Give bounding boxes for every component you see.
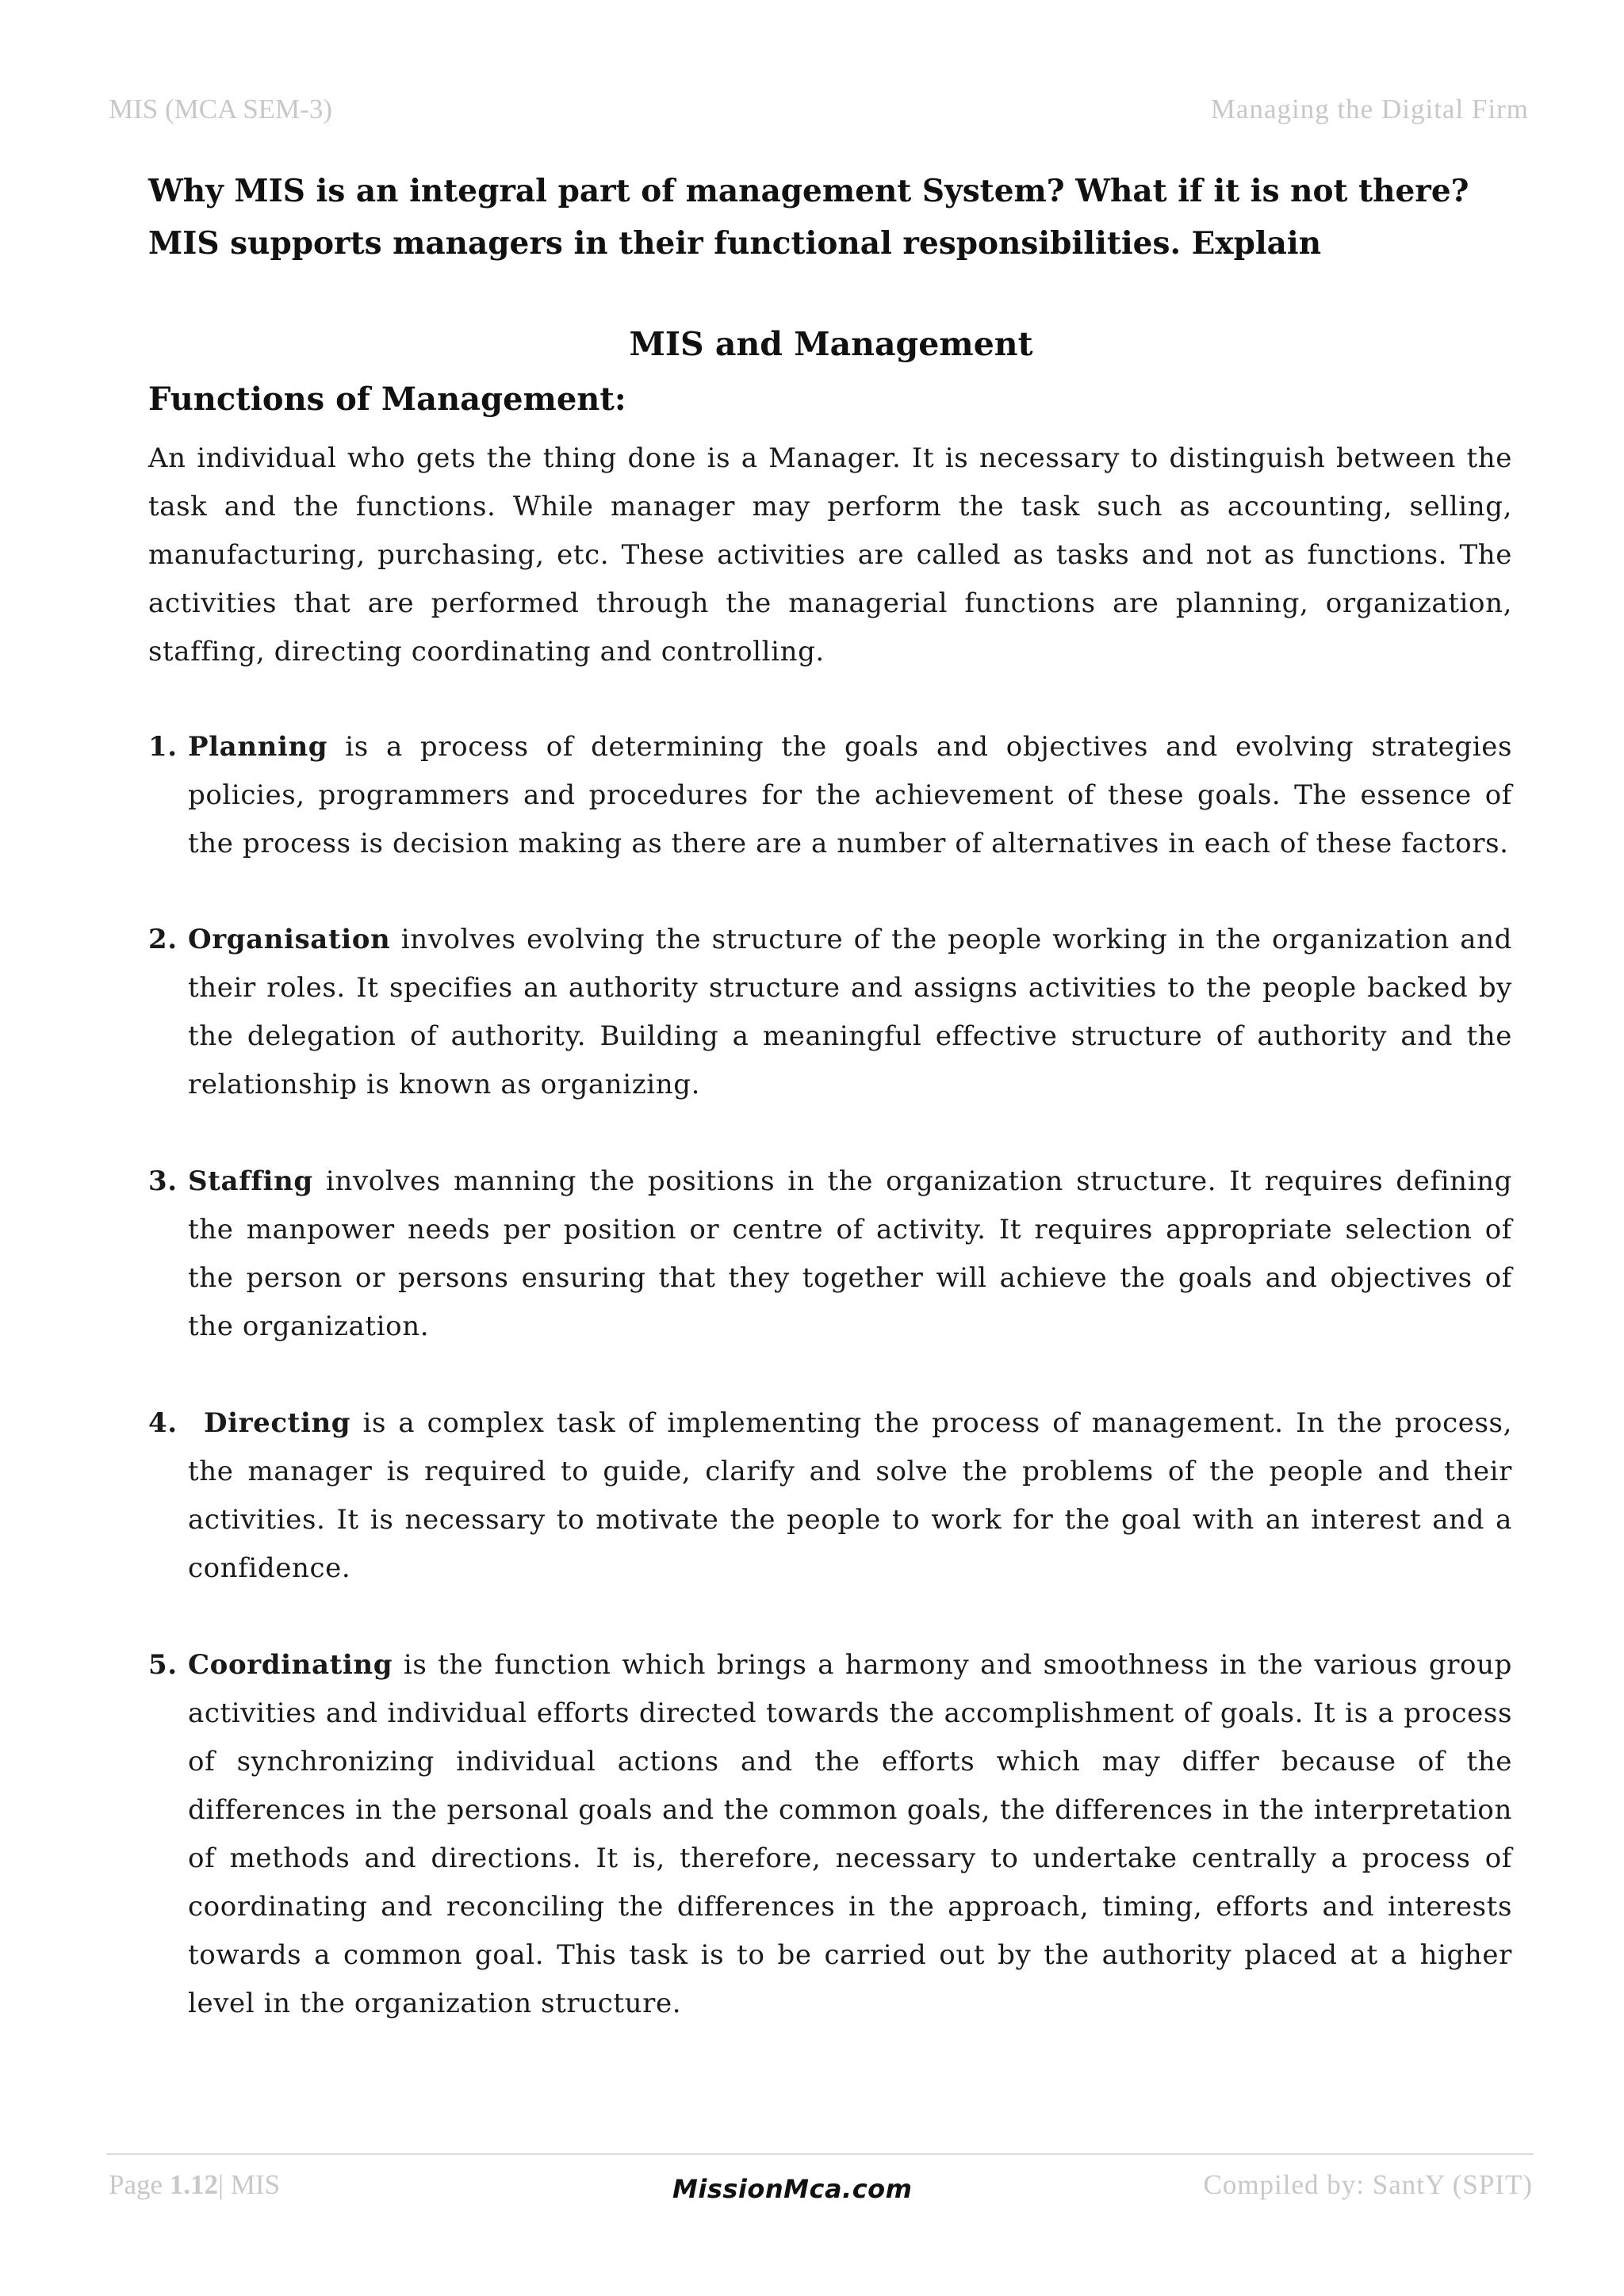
footer-page-prefix: Page — [109, 2169, 170, 2200]
list-number: 1. — [148, 731, 178, 763]
page-header — [109, 94, 1529, 133]
sub-heading: Functions of Management: — [148, 381, 626, 418]
function-term: Coordinating — [188, 1649, 393, 1681]
function-text: involves evolving the structure of the people working in the organization and their roles. It specifies an authority structure and assigns activities to the people backed by the delegation of authority. Building a meaningful effective structure of authority and the relationship is known as organizing. — [188, 924, 1512, 1100]
list-item — [148, 1641, 1512, 2028]
header-chapter: Managing the Digital Firm — [1210, 94, 1529, 124]
function-term: Organisation — [188, 924, 391, 955]
footer-logo: MissionMca.com — [672, 2174, 913, 2204]
function-term: Staffing — [188, 1165, 313, 1197]
question-2: MIS supports managers in their functional responsibilities. Explain — [148, 225, 1322, 262]
function-text: is a complex task of implementing the process of management. In the process, the manager is required to guide, clarify and solve the problems of the people and their activities. It is necessary to motivate the people to work for the goal with an interest and a confidence. — [188, 1407, 1512, 1584]
question-1: Why MIS is an integral part of management System? What if it is not there? — [148, 173, 1469, 209]
function-text: involves manning the positions in the organization structure. It requires defining the manpower needs per position or centre of activity. It requires appropriate selection of the person or persons ensuring that they together will achieve the goals and objectives of the organization. — [188, 1165, 1512, 1342]
list-number: 3. — [148, 1165, 178, 1197]
list-item — [148, 723, 1512, 868]
page-footer — [109, 2169, 1533, 2217]
footer-page-info — [109, 2169, 280, 2201]
list-number: 4. — [148, 1407, 178, 1439]
list-item — [148, 1158, 1512, 1351]
function-term: Directing — [204, 1407, 351, 1439]
list-item — [148, 916, 1512, 1109]
section-title: MIS and Management — [629, 325, 1033, 363]
list-number: 5. — [148, 1649, 178, 1681]
list-number: 2. — [148, 924, 178, 955]
footer-page-suffix: | MIS — [218, 2169, 281, 2200]
function-text: is a process of determining the goals and objectives and evolving strategies policies, programmers and procedures for the achievement of these goals. The essence of the process is decision making as there are a number of alternatives in each of these factors. — [188, 731, 1512, 859]
intro-paragraph: An individual who gets the thing done is a Manager. It is necessary to distinguish between the task and the functions. While manager may perform the task such as accounting, selling, manufacturing, purchasing, etc. These activities are called as tasks and not as functions. The activities that are performed through the managerial functions are planning, organization, staffing, directing coordinating and controlling. — [148, 442, 1512, 668]
footer-page-number: 1.12 — [169, 2169, 219, 2200]
functions-list — [148, 723, 1512, 2028]
function-text: is the function which brings a harmony and smoothness in the various group activities and individual efforts directed towards the accomplishment of goals. It is a process of synchronizing individual actions and the efforts which may differ because of the differences in the personal goals and the common goals, the differences in the interpretation of methods and directions. It is, therefore, necessary to undertake centrally a process of coordinating and reconciling the differences in the approach, timing, efforts and interests towards a common goal. This task is to be carried out by the authority placed at a higher level in the organization structure. — [188, 1649, 1512, 2019]
footer-credits: Compiled by: SantY (SPIT) — [1203, 2169, 1533, 2200]
footer-divider — [106, 2153, 1534, 2155]
question-block — [148, 165, 1512, 270]
list-item — [148, 1399, 1512, 1593]
function-term: Planning — [188, 731, 328, 763]
header-course: MIS (MCA SEM-3) — [109, 94, 332, 124]
